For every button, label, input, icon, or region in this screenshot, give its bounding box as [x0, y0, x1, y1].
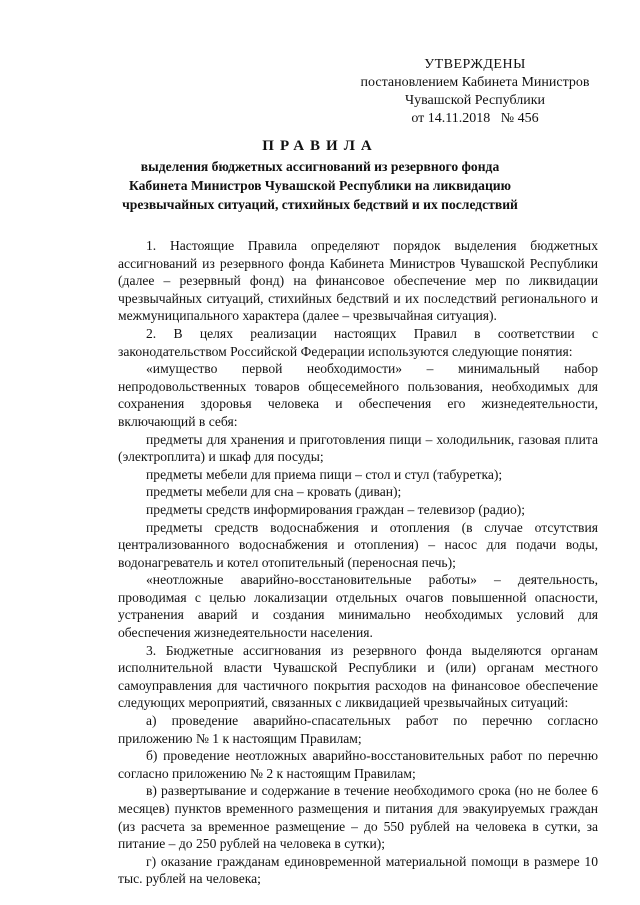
paragraph: «имущество первой необходимости» – минимальный набор непродовольственных товаров общесемейного пользования, необходимых для сохранения здоровья человека и обеспечения его жизнедеятельности, включающий в себя:: [118, 361, 598, 429]
paragraph: «неотложные аварийно-восстановительные работы» – деятельность, проводимая с целью локализации отдельных очагов повышенной опасности, устранения аварий и создания минимально необходимых условий для обеспечения жизнедеятельности населения.: [118, 572, 598, 641]
paragraph: 2. В целях реализации настоящих Правил в соответствии с законодательством Российской Федерации используются следующие понятия:: [118, 325, 598, 359]
subtitle-line: выделения бюджетных ассигнований из резервного фонда: [140, 159, 500, 174]
subtitle-line: чрезвычайных ситуаций, стихийных бедствий и их последствий: [122, 197, 518, 212]
paragraph: г) оказание гражданам единовременной материальной помощи в размере 10 тыс. рублей на человека;: [118, 853, 598, 887]
paragraph: 3. Бюджетные ассигнования из резервного фонда выделяются органам исполнительной власти Чувашской Республики и (или) органам местного самоуправления для частичного покрытия расходов на финансовое обеспечение следующих мероприятий, связанных с ликвидацией чрезвычайных ситуаций:: [118, 642, 598, 711]
paragraph: предметы мебели для приема пищи – стол и стул (табуретка);: [146, 466, 503, 482]
subtitle-line: Кабинета Министров Чувашской Республики на ликвидацию: [128, 178, 512, 193]
document-title: ПРАВИЛА: [262, 138, 378, 154]
approval-heading: УТВЕРЖДЕНЫ: [424, 57, 526, 72]
paragraph: предметы мебели для сна – кровать (диван);: [146, 484, 402, 500]
approval-block: [340, 56, 610, 128]
paragraph: предметы средств информирования граждан – телевизор (радио);: [146, 501, 526, 517]
paragraph: в) развертывание и содержание в течение необходимого срока (но не более 6 месяцев) пунктов временного размещения и питания для эвакуируемых граждан (из расчета за временное размещение – до 550 рублей на человека в сутки, за питание – до 250 рублей на человека в сутки);: [118, 783, 598, 852]
approval-republic: Чувашской Республики: [404, 93, 546, 108]
paragraph: предметы для хранения и приготовления пищи – холодильник, газовая плита (электроплита) и шкаф для посуды;: [118, 431, 598, 465]
approval-authority: постановлением Кабинета Министров: [360, 75, 590, 90]
paragraph: предметы средств водоснабжения и отопления (в случае отсутствия централизованного водоснабжения и отопления) – насос для подачи воды, водонагреватель и котел отопительный (переносная печь);: [118, 519, 598, 570]
paragraph: а) проведение аварийно-спасательных работ по перечню согласно приложению № 1 к настоящим Правилам;: [118, 713, 598, 746]
document-subtitle: [100, 157, 540, 214]
document-body: [118, 237, 598, 888]
paragraph: б) проведение неотложных аварийно-восстановительных работ по перечню согласно приложению № 2 к настоящим Правилам;: [118, 748, 598, 781]
approval-date-number: от 14.11.2018 № 456: [411, 111, 539, 126]
paragraph: 1. Настоящие Правила определяют порядок выделения бюджетных ассигнований из резервного фонда Кабинета Министров Чувашской Республики (далее – резервный фонд) на финансовое обеспечение мер по ликвидации чрезвычайных ситуаций, стихийных бедствий и их последствий регионального и межмуниципального характера (далее – чрезвычайная ситуация).: [118, 238, 598, 324]
